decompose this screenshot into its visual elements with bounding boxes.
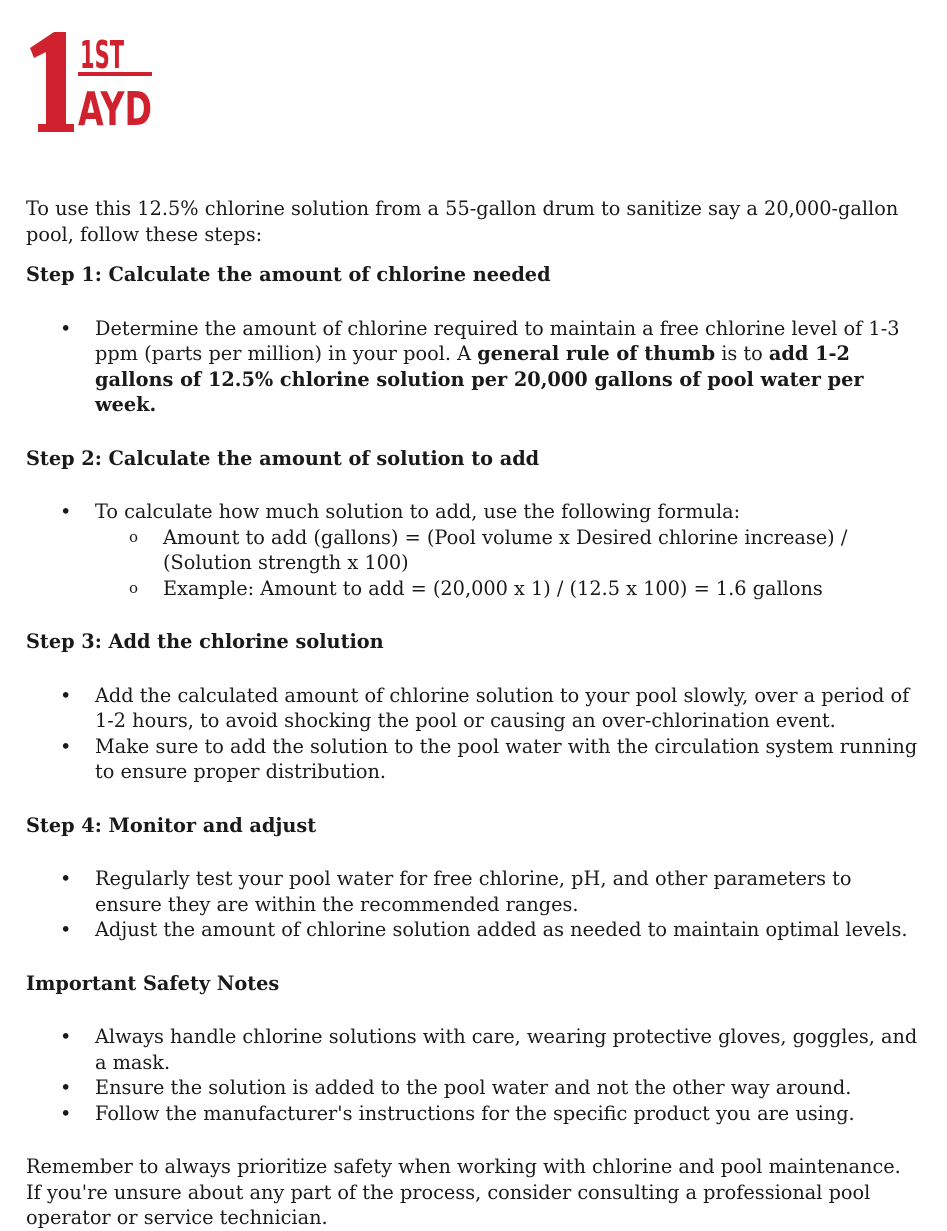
logo-text-st: 1ST bbox=[80, 33, 125, 77]
document-body bbox=[26, 196, 921, 1231]
step2-sublist bbox=[95, 525, 921, 602]
sub-list-item: o Amount to add (gallons) = (Pool volume x Desired chlorine increase) / (Solution strength x 100) bbox=[95, 525, 921, 576]
logo-text-ayd: AYD bbox=[78, 82, 152, 136]
list-item: • Adjust the amount of chlorine solution added as needed to maintain optimal levels. bbox=[26, 917, 921, 943]
list-item: • Ensure the solution is added to the pool water and not the other way around. bbox=[26, 1075, 921, 1101]
safety-list bbox=[26, 1024, 921, 1126]
list-item: • Add the calculated amount of chlorine solution to your pool slowly, over a period of 1-2 hours, to avoid shocking the pool or causing an over-chlorination event. bbox=[26, 683, 921, 734]
list-item: • Determine the amount of chlorine required to maintain a free chlorine level of 1-3 ppm (parts per million) in your pool. A general rule of thumb is to add 1-2 gallons of 12.5% chlorine solution per 20,000 gallons of pool water per week. bbox=[26, 316, 921, 418]
step4-list bbox=[26, 866, 921, 943]
step1-heading: Step 1: Calculate the amount of chlorine needed bbox=[26, 263, 551, 286]
step1-list bbox=[26, 316, 921, 418]
step2-heading: Step 2: Calculate the amount of solution to add bbox=[26, 446, 540, 470]
list-item: • Follow the manufacturer's instructions for the specific product you are using. bbox=[26, 1101, 921, 1127]
step3-list bbox=[26, 683, 921, 785]
list-item: • Make sure to add the solution to the pool water with the circulation system running to ensure proper distribution. bbox=[26, 734, 921, 785]
list-item: • Always handle chlorine solutions with care, wearing protective gloves, goggles, and a mask. bbox=[26, 1024, 921, 1075]
logo-mark bbox=[30, 30, 155, 135]
list-item: • To calculate how much solution to add, use the following formula: o Amount to add (gallons) = (Pool volume x Desired chlorine increase) / (Solution strength x 100) o Example: Amount to add = (20,000 x 1) / (12.5 x 100) = 1.6 gallons bbox=[26, 499, 921, 601]
step3-heading: Step 3: Add the chlorine solution bbox=[26, 630, 384, 653]
sub-list-item: o Example: Amount to add = (20,000 x 1) / (12.5 x 100) = 1.6 gallons bbox=[95, 576, 921, 602]
safety-heading: Important Safety Notes bbox=[26, 971, 280, 995]
step2-list bbox=[26, 499, 921, 601]
brand-logo bbox=[30, 30, 155, 135]
closing-paragraph: Remember to always prioritize safety when working with chlorine and pool maintenance. If you're unsure about any part of the process, consider consulting a professional pool operator or service technician. bbox=[26, 1155, 901, 1229]
list-item: • Regularly test your pool water for free chlorine, pH, and other parameters to ensure they are within the recommended ranges. bbox=[26, 866, 921, 917]
step4-heading: Step 4: Monitor and adjust bbox=[26, 813, 317, 837]
intro-paragraph: To use this 12.5% chlorine solution from a 55-gallon drum to sanitize say a 20,000-gallon pool, follow these steps: bbox=[26, 197, 899, 246]
